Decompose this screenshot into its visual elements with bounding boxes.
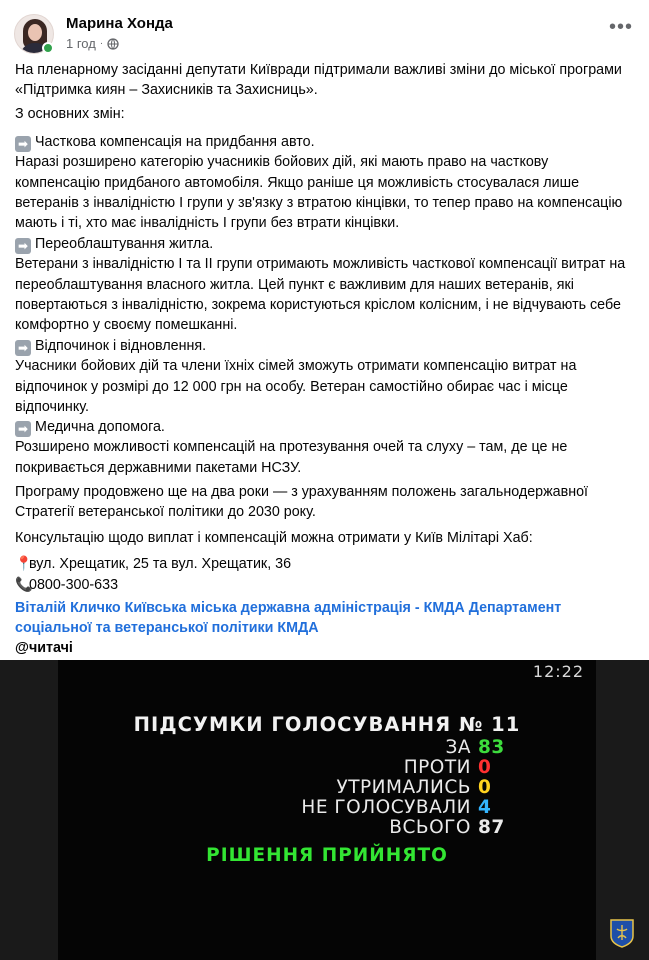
right-arrow-icon: ➡ [15, 421, 31, 437]
vote-decision: РІШЕННЯ ПРИЙНЯТО [206, 845, 448, 866]
change-item-housing [15, 234, 637, 335]
vote-row-not-voted [58, 797, 596, 819]
author-name[interactable]: Марина Хонда [66, 15, 173, 32]
intro-paragraph: На пленарному засіданні депутати Київради підтримали важливі зміни до міської програми «Підтримка киян – Захисників та Захисниць». [15, 62, 622, 99]
changes-heading: З основних змін: [15, 106, 125, 122]
contacts [15, 553, 637, 596]
globe-icon[interactable] [107, 38, 119, 50]
address: вул. Хрещатик, 25 та вул. Хрещатик, 36 [29, 556, 292, 572]
vote-results-screen [58, 660, 596, 960]
vote-label: ПРОТИ [403, 757, 471, 778]
online-status-dot [42, 42, 54, 54]
vote-value: 87 [478, 817, 505, 838]
kyiv-emblem-icon [609, 918, 635, 948]
item-heading: Часткова компенсація на придбання авто. [35, 134, 315, 150]
telephone-receiver-icon: 📞 [15, 576, 33, 593]
vote-row-total [58, 817, 596, 839]
vote-row-abstained [58, 777, 596, 799]
vote-label: ВСЬОГО [389, 817, 471, 838]
more-options-icon[interactable]: ••• [608, 16, 633, 38]
item-heading: Медична допомога. [35, 419, 165, 435]
change-item-car [15, 132, 637, 233]
right-arrow-icon: ➡ [15, 136, 31, 152]
meta-separator: · [99, 38, 104, 49]
item-heading: Переоблаштування житла. [35, 236, 214, 252]
right-arrow-icon: ➡ [15, 340, 31, 356]
right-arrow-icon: ➡ [15, 238, 31, 254]
item-heading: Відпочинок і відновлення. [35, 338, 207, 354]
round-pushpin-icon: 📍 [15, 555, 33, 571]
vote-label: ЗА [445, 737, 471, 758]
item-text: Розширено можливості компенсацій на протезування очей та слуху – там, де це не покривається державними пакетами НСЗУ. [15, 439, 568, 476]
screen-clock: 12:22 [532, 662, 584, 681]
change-item-rest [15, 336, 637, 417]
vote-value: 4 [478, 797, 492, 818]
change-item-medical [15, 417, 637, 478]
tagged-pages-links[interactable]: Віталій Кличко Київська міська державна адміністрація - КМДА Департамент соціальної та ветеранської політики КМДА [15, 600, 562, 637]
vote-value: 83 [478, 737, 505, 758]
phone-number[interactable]: 0800-300-633 [29, 577, 119, 594]
item-text: Ветерани з інвалідністю І та ІІ групи отримають можливість часткової компенсації витрат на переоблаштування власного житла. Цей пункт є важливим для наших ветеранів, які повертаються з інвалідністю, зокрема користуються кріслом колісним, і не відчувають себе комфортно у своєму помешканні. [15, 256, 626, 334]
vote-row-against [58, 757, 596, 779]
vote-value: 0 [478, 757, 492, 778]
consult-paragraph: Консультацію щодо виплат і компенсацій можна отримати у Київ Мілітарі Хаб: [15, 530, 533, 546]
vote-title: ПІДСУМКИ ГОЛОСУВАННЯ № 11 [133, 713, 521, 736]
vote-label: УТРИМАЛИСЬ [336, 777, 471, 798]
item-text: Наразі розширено категорію учасників бойових дій, які мають право на часткову компенсацію придбаного автомобіля. Якщо раніше ця можливість стосувалася лише ветеранів з інвалідністю І групи у зв'язку з втратою кінцівки, то тепер право на компенсацію мають і ті, хто має інвалідність І групи без втрати кінцівки. [15, 154, 623, 232]
followers-tag[interactable]: @читачі [15, 640, 73, 656]
program-paragraph: Програму продовжено ще на два роки — з урахуванням положень загальнодержавної Стратегії ветеранської політики до 2030 року. [15, 484, 589, 521]
post-time[interactable]: 1 год [66, 36, 96, 51]
post-header [14, 12, 635, 56]
vote-value: 0 [478, 777, 492, 798]
item-text: Учасники бойових дій та члени їхніх сімей зможуть отримати компенсацію витрат на відпочинок у розмірі до 12 000 грн на особу. Ветеран самостійно обирає час і місце відпочинку. [15, 358, 577, 415]
post-photo[interactable] [0, 660, 649, 960]
vote-row-for [58, 737, 596, 759]
post-meta [66, 36, 119, 51]
vote-label: НЕ ГОЛОСУВАЛИ [301, 797, 471, 818]
